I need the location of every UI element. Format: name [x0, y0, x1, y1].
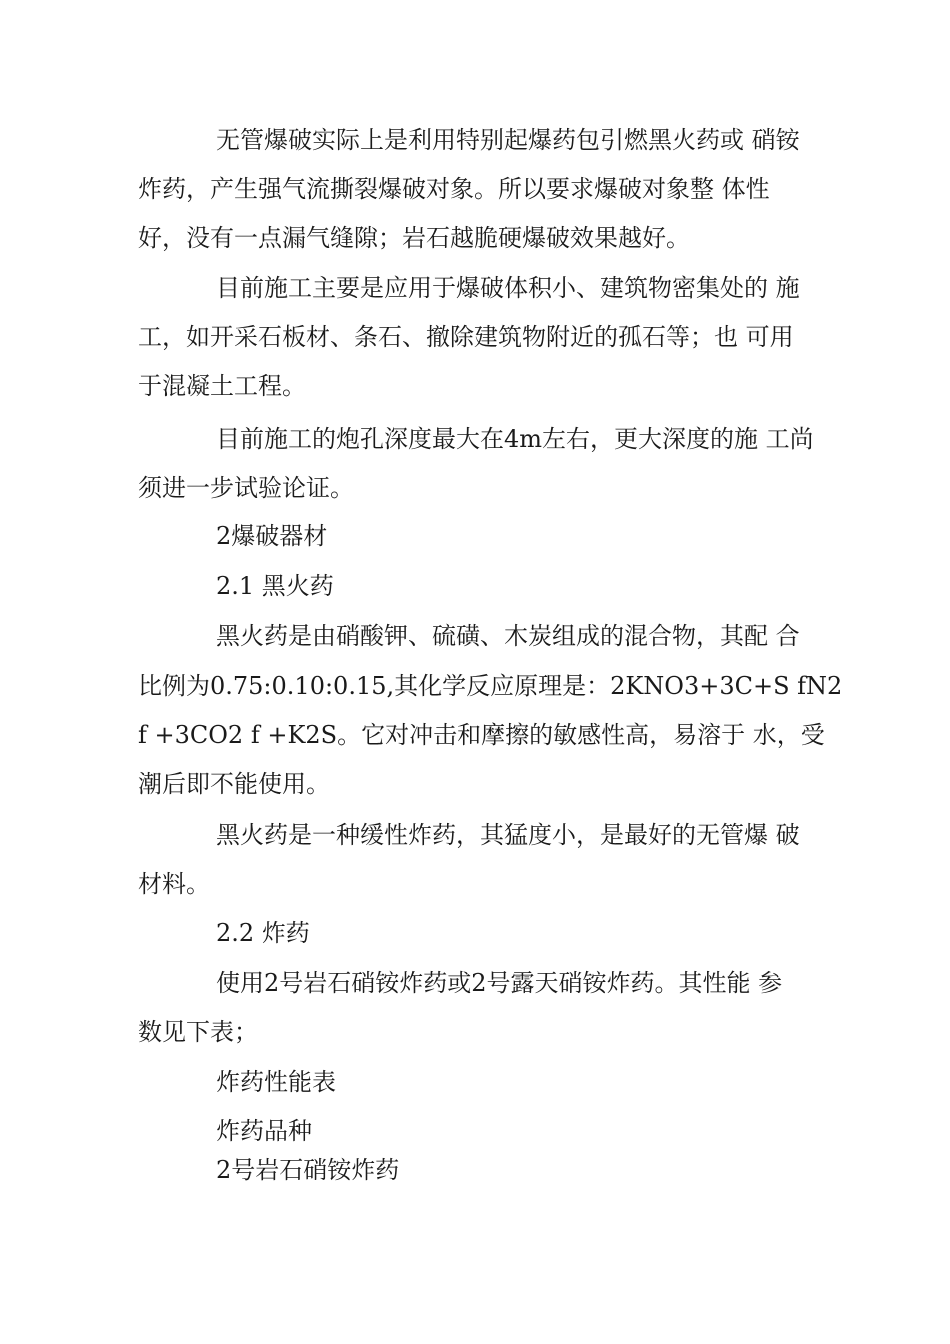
- paragraph-line: 工，如开采石板材、条石、撤除建筑物附近的孤石等；也 可用: [138, 323, 794, 351]
- paragraph-line: 数见下表；: [138, 1018, 258, 1046]
- paragraph-line: 无管爆破实际上是利用特别起爆药包引燃黑火药或 硝铵: [216, 126, 800, 154]
- table-cell: 2号岩石硝铵炸药: [216, 1156, 400, 1184]
- paragraph-line: 使用2号岩石硝铵炸药或2号露天硝铵炸药。其性能 参: [216, 969, 783, 997]
- paragraph-line: 于混凝土工程。: [138, 372, 306, 400]
- paragraph-line: 须进一步试验论证。: [138, 474, 354, 502]
- paragraph-line: 黑火药是由硝酸钾、硫磺、木炭组成的混合物，其配 合: [216, 622, 800, 650]
- paragraph-line: 比例为0.75:0.10:0.15,其化学反应原理是：2KNO3+3C+S fN2: [138, 672, 843, 700]
- subsection-heading: 2.2 炸药: [216, 919, 310, 947]
- paragraph-line: 潮后即不能使用。: [138, 770, 330, 798]
- paragraph-line: 目前施工的炮孔深度最大在4m左右，更大深度的施 工尚: [216, 425, 814, 453]
- table-header-cell: 炸药品种: [216, 1117, 312, 1145]
- subsection-heading: 2.1 黑火药: [216, 572, 334, 600]
- paragraph-line: 目前施工主要是应用于爆破体积小、建筑物密集处的 施: [216, 274, 800, 302]
- paragraph-line: 好，没有一点漏气缝隙；岩石越脆硬爆破效果越好。: [138, 224, 690, 252]
- paragraph-line: 材料。: [138, 870, 210, 898]
- table-caption: 炸药性能表: [216, 1068, 336, 1096]
- section-heading: 2爆破器材: [216, 522, 328, 550]
- paragraph-line: 炸药，产生强气流撕裂爆破对象。所以要求爆破对象整 体性: [138, 175, 770, 203]
- paragraph-line: f +3CO2 f +K2S。它对冲击和摩擦的敏感性高，易溶于 水，受: [138, 721, 825, 749]
- paragraph-line: 黑火药是一种缓性炸药，其猛度小，是最好的无管爆 破: [216, 821, 800, 849]
